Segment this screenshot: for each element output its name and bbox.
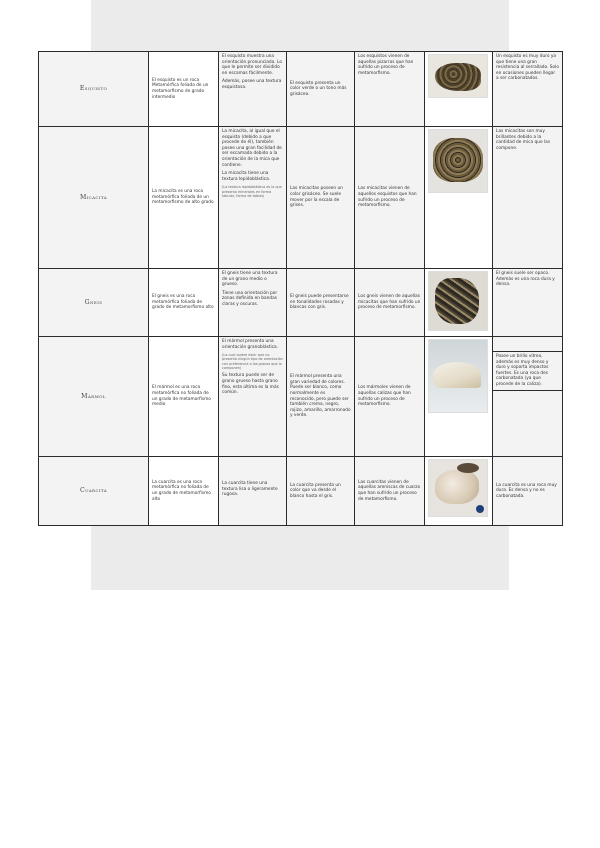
table-row-micacita [39,127,563,269]
rock-properties: El gneis suele ser opaco. Además es una roca dura y densa. [493,269,563,337]
rock-texture [219,269,287,337]
rock-color: El gneis puede presentarse en tonalidades rosadas y blancas con gris. [287,269,355,337]
texture-text: La micacita tiene una textura lepidoblástica. [222,171,271,182]
properties-blank-bottom [493,391,562,405]
rock-texture [219,52,287,127]
table-row-cuarcita [39,457,563,526]
metamorphic-rocks-table [38,51,563,526]
texture-text: El mármol presenta una orientación granoblástica. [222,339,279,350]
rock-properties: La cuarcita es una roca muy dura. Es densa y no es carbonatada. [493,457,563,526]
rock-properties: Las micacitas son muy brillantes debido a la cantidad de mica que las compone. [493,127,563,269]
rock-texture [219,337,287,457]
texture-note: (La textura lepidoblástica es la que presenta minerales en forma tabular, forma de tablas) [222,185,282,198]
rock-origin: Los mármoles vienen de aquellas calizas que han sufrido un proceso de metamorfismo. [355,337,425,457]
rock-photo-cell [425,457,493,526]
rock-color: El esquisto presenta un color verde o un tono más grisáceo. [287,52,355,127]
texture-note: (La cual quiere decir que no presenta ningún tipo de orientación con preferencia a los granos que lo componen) [222,353,283,371]
texture-text: Tiene una orientación por zonas definida en bandas claras y oscuras. [222,290,278,307]
table-row-gneis [39,269,563,337]
schist-rock-photo-icon [428,54,488,98]
texture-text: La cuarcita tiene una textura lisa o ligeramente rugosa. [222,481,278,498]
rock-origin: Los esquistos vienen de aquellas pizarras que han sufrido un proceso de metamorfismo. [355,52,425,127]
mica-schist-rock-photo-icon [428,129,488,193]
rock-photo-cell [425,337,493,457]
rock-color: El mármol presenta una gran variedad de colores. Puede ser blanco, como normalmente es reconocido, pero puede ser también crema, negro, rojizo, amarillo, amarronado y verde. [287,337,355,457]
texture-text: Su textura puede ser de grano grueso hasta grano fino, esta última es la más común. [222,373,279,396]
rock-name: Micacita [39,127,149,269]
texture-text: Además, posee una textura esquistosa. [222,79,282,90]
rock-properties [493,337,563,457]
rock-name: Esquisto [39,52,149,127]
rock-origin: Las micacitas vienen de aquellos esquistos que han sufrido un proceso de metamorfismo. [355,127,425,269]
rock-name: Cuarcita [39,457,149,526]
rock-description: El gneis es una roca metamórfica foliada de grado de metamorfismo alto [149,269,219,337]
rock-texture [219,457,287,526]
properties-text: Posee un brillo vítreo, además es muy denso y duro y soporta impactos fuertes. Es una roca des carbonatada (ya que procede de la caliza). [493,352,562,391]
rock-properties: Un esquisto es muy duro ya que tiene una gran resistencia al serrallado. Solo en ocasiones pueden llegar a ser carbonatados. [493,52,563,127]
rock-description: La micacita es una roca metamórfica foliada de un metamorfismo de alto grado [149,127,219,269]
table-row-esquisto [39,52,563,127]
rock-color: Las micacitas poseen un color grisáceo. Se suele mover por la escala de grises. [287,127,355,269]
rock-origin: Los gneis vienen de aquellas micacitas que han sufrido un proceso de metamorfismo. [355,269,425,337]
rock-photo-cell [425,52,493,127]
marble-rock-photo-icon [428,339,488,413]
quartzite-rock-photo-icon [428,459,488,517]
rock-name: Mármol [39,337,149,457]
properties-blank-top [493,337,562,352]
table-row-marmol [39,337,563,457]
rock-origin: Las cuarcitas vienen de aquellas areniscas de cuarzo que han sufrido un proceso de metamorfismo. [355,457,425,526]
rock-description: El mármol es una roca metamórfica no foliada de un grado de metamorfismo medio [149,337,219,457]
texture-text: El gneis tiene una textura de un grano medio o grueso. [222,271,278,288]
rock-name: Gneis [39,269,149,337]
rock-description: La cuarcita es una roca metamórfica no foliada de un grado de metamorfismo alto [149,457,219,526]
gneiss-rock-photo-icon [428,271,488,331]
texture-text: La micacita, al igual que el esquisto (debido a que procede de él), también posee una gran facilidad de ser escamada debido a la orientación de la mica que contiene. [222,129,282,168]
texture-text: El esquisto muestra una orientación pronunciada. Lo que le permite ser dividido en escamas fácilmente. [222,54,282,76]
rock-photo-cell [425,127,493,269]
rock-texture [219,127,287,269]
rock-photo-cell [425,269,493,337]
rock-description: El esquisto es un roca Metamórfica foliada de un metamorfismo de grado intermedio [149,52,219,127]
rock-color: La cuarcita presenta un color que va desde el blanco hasta el gris. [287,457,355,526]
